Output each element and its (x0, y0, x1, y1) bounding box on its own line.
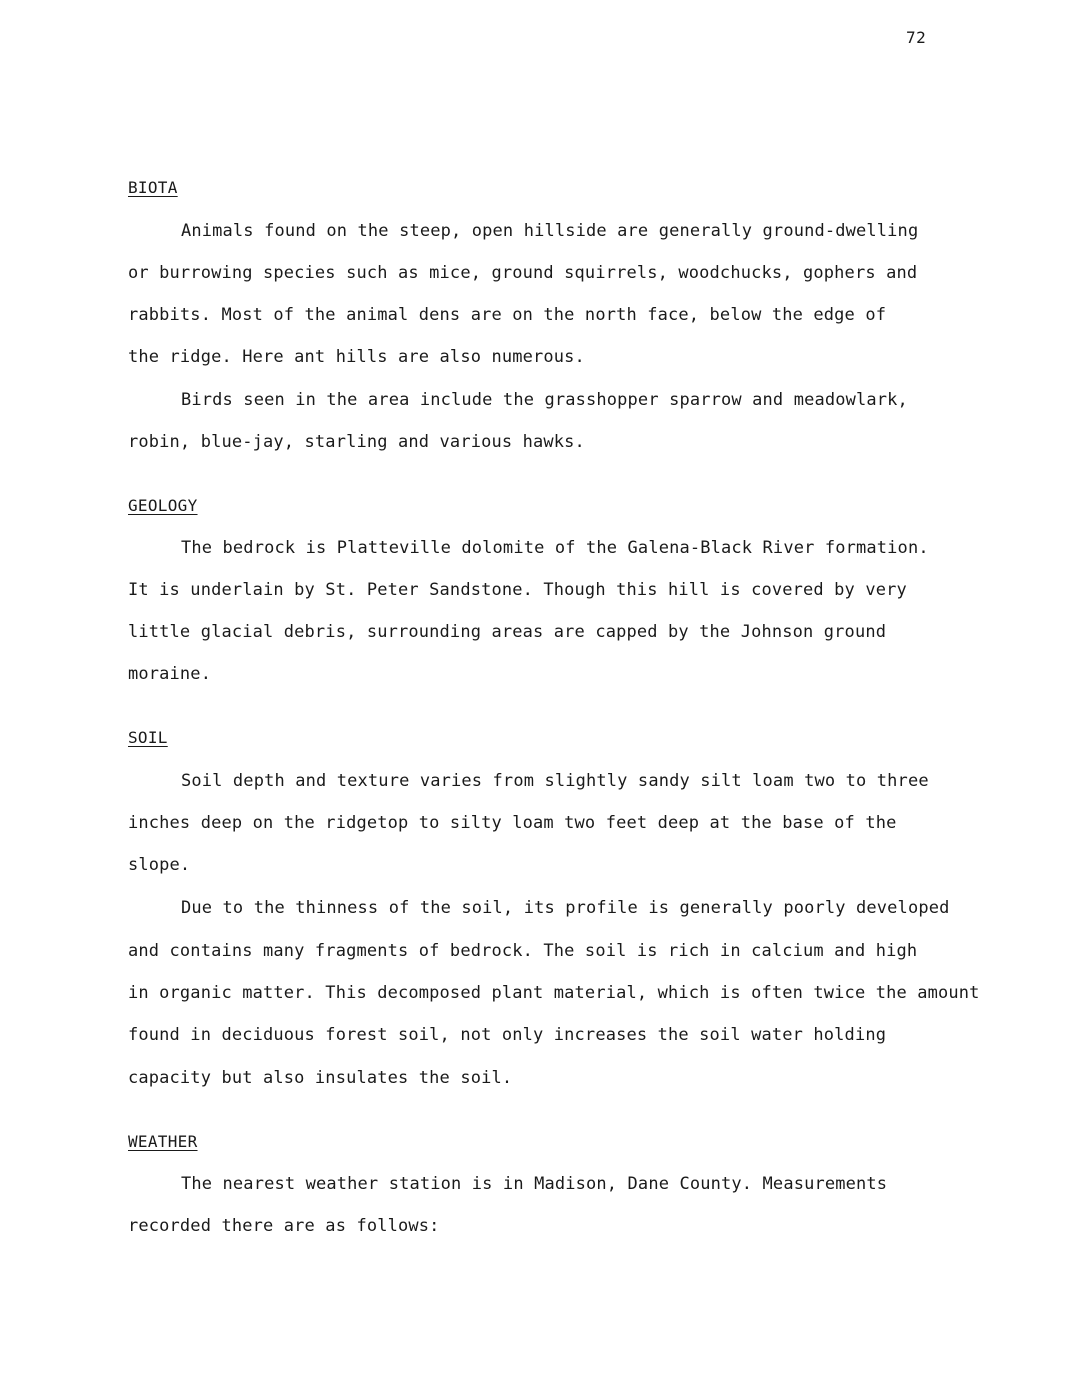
paragraph-line: inches deep on the ridgetop to silty loam two feet deep at the base of the (128, 813, 897, 833)
paragraph-line: Animals found on the steep, open hillside are generally ground-dwelling (181, 221, 919, 241)
paragraph-line: The bedrock is Platteville dolomite of the Galena-Black River formation. (181, 538, 929, 558)
paragraph-line: The nearest weather station is in Madison, Dane County. Measurements (181, 1174, 888, 1194)
paragraph-line: It is underlain by St. Peter Sandstone. Though this hill is covered by very (128, 580, 907, 600)
paragraph-line: capacity but also insulates the soil. (128, 1068, 513, 1088)
paragraph-line: robin, blue-jay, starling and various hawks. (128, 432, 585, 452)
paragraph-line: in organic matter. This decomposed plant material, which is often twice the amount (128, 983, 980, 1003)
paragraph-line: moraine. (128, 664, 212, 684)
paragraph-line: or burrowing species such as mice, ground squirrels, woodchucks, gophers and (128, 263, 918, 283)
paragraph-line: rabbits. Most of the animal dens are on the north face, below the edge of (128, 305, 887, 325)
paragraph-line: and contains many fragments of bedrock. The soil is rich in calcium and high (128, 941, 918, 961)
section-heading-geology: GEOLOGY (128, 496, 198, 515)
paragraph-line: Due to the thinness of the soil, its profile is generally poorly developed (181, 898, 950, 918)
paragraph-line: Birds seen in the area include the grasshopper sparrow and meadowlark, (181, 390, 908, 410)
section-heading-biota: BIOTA (128, 178, 178, 197)
section-heading-weather: WEATHER (128, 1132, 198, 1151)
paragraph-line: Soil depth and texture varies from slightly sandy silt loam two to three (181, 771, 929, 791)
paragraph-line: the ridge. Here ant hills are also numerous. (128, 347, 585, 367)
paragraph-line: found in deciduous forest soil, not only increases the soil water holding (128, 1025, 887, 1045)
page-number: 72 (906, 28, 927, 47)
paragraph-line: little glacial debris, surrounding areas are capped by the Johnson ground (128, 622, 887, 642)
paragraph-line: recorded there are as follows: (128, 1216, 440, 1236)
paragraph-line: slope. (128, 855, 191, 875)
section-heading-soil: SOIL (128, 728, 168, 747)
